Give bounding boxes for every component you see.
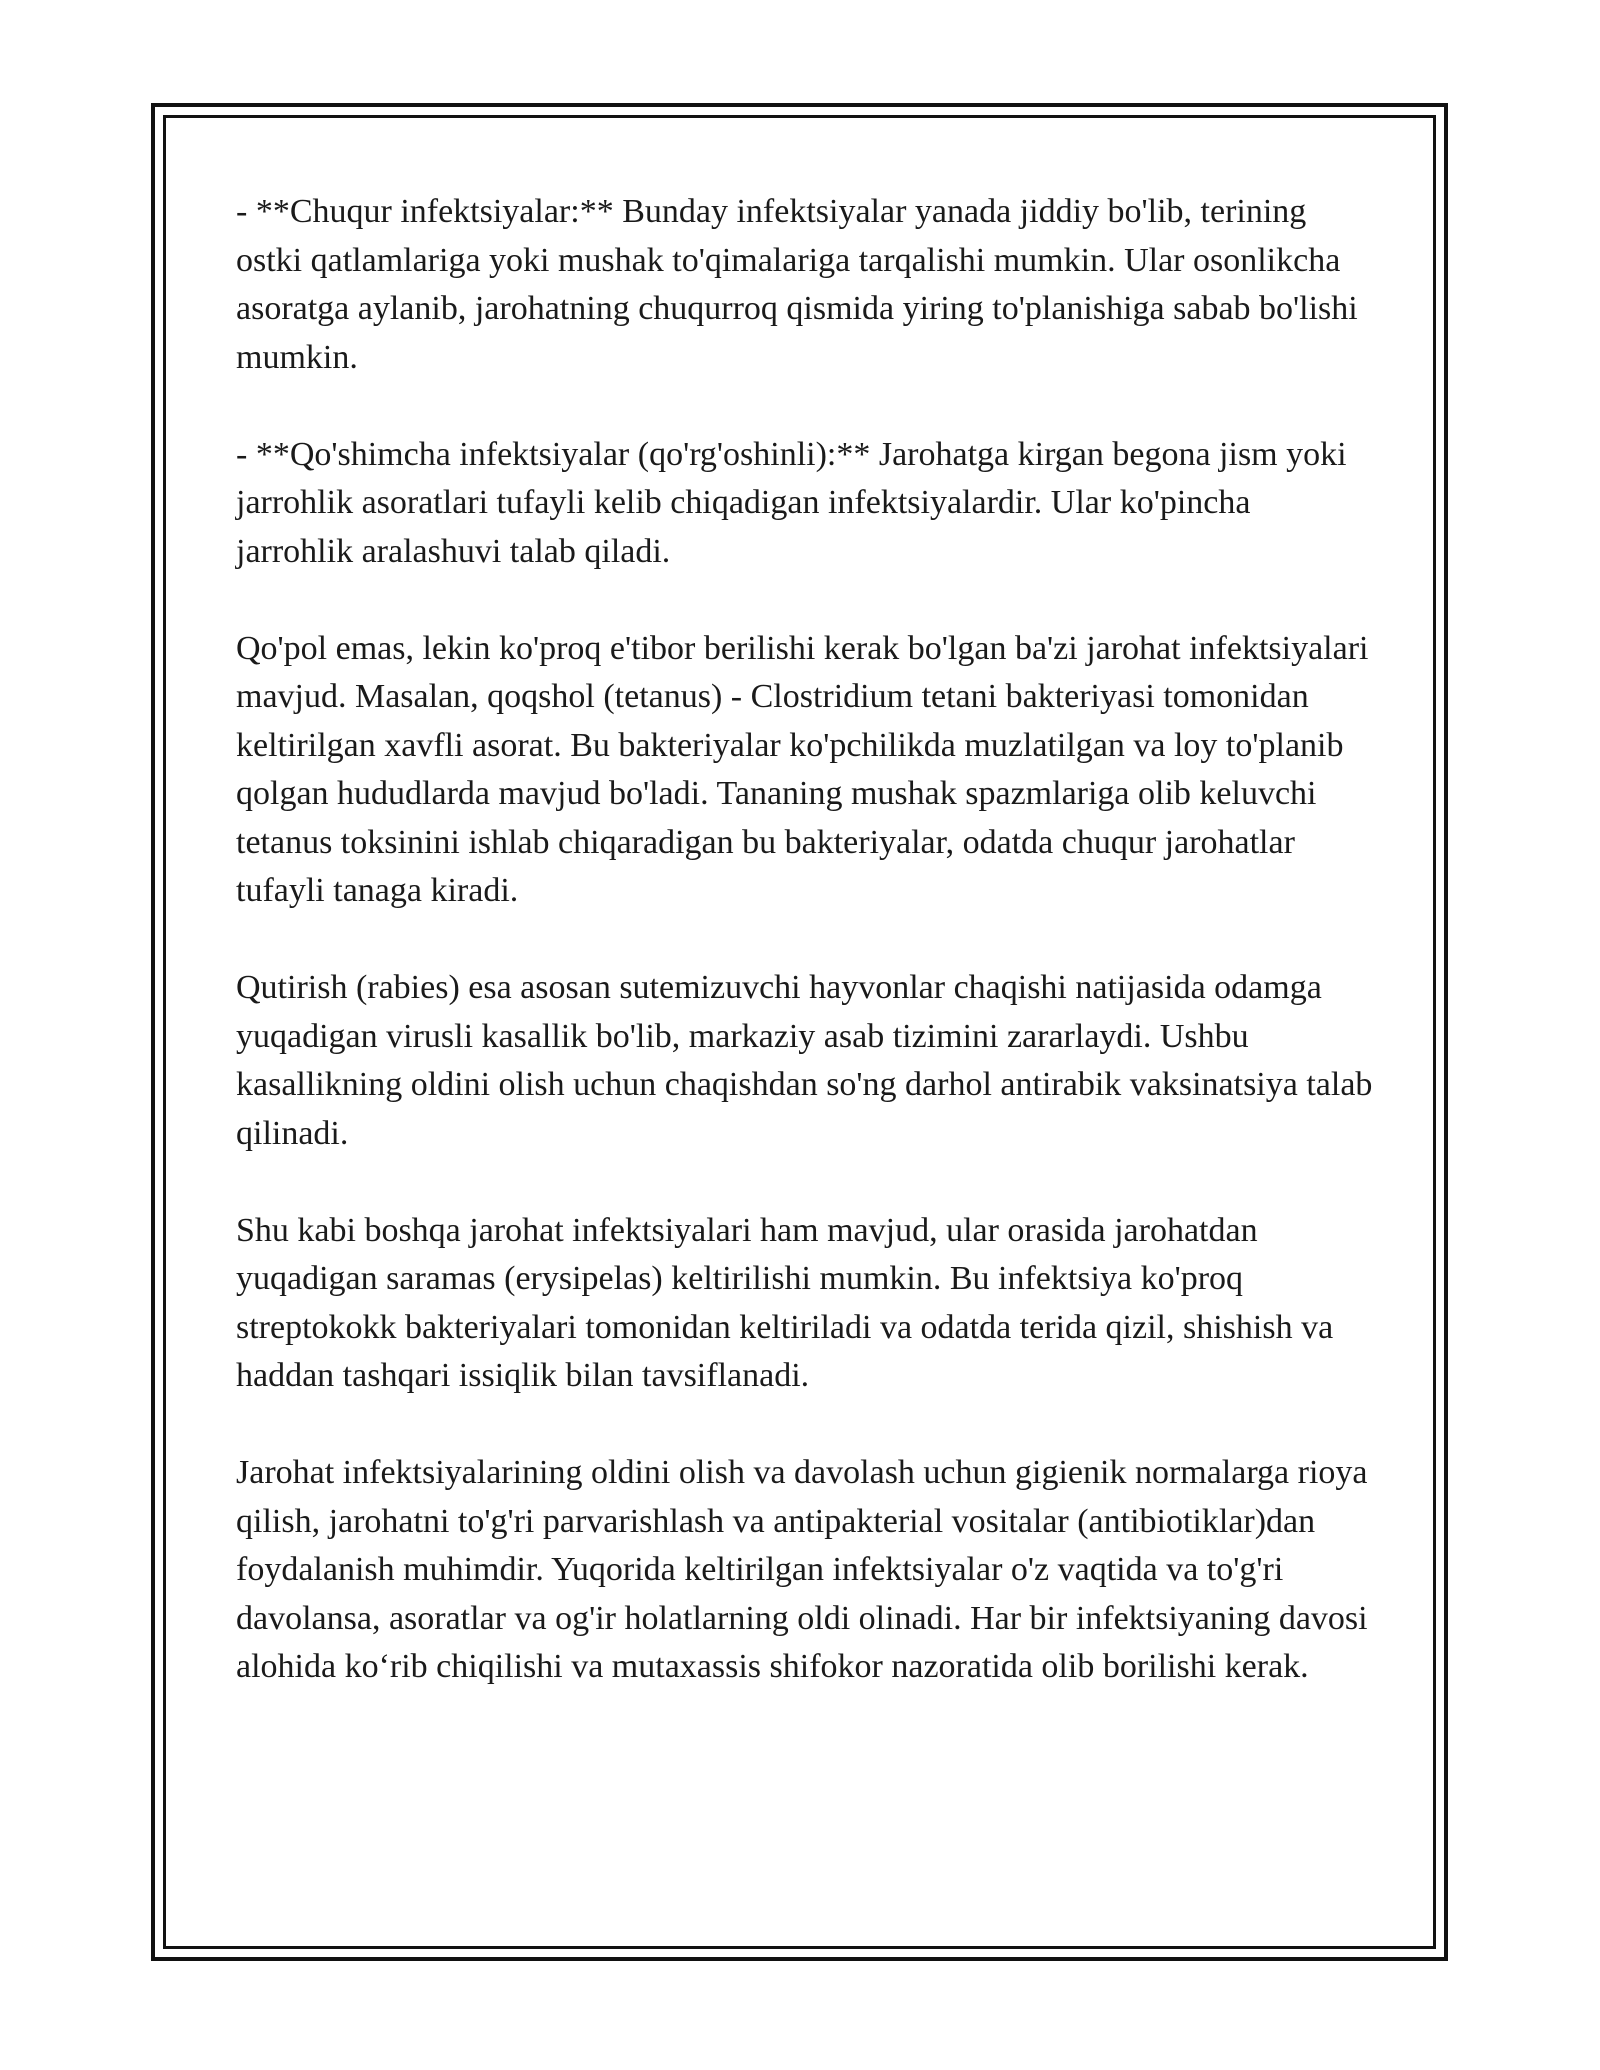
document-body (236, 188, 1376, 1692)
paragraph-tetanus: Qo'pol emas, lekin ko'proq e'tibor berilishi kerak bo'lgan ba'zi jarohat infektsiyalari mavjud. Masalan, qoqshol (tetanus) - Clostridium tetani bakteriyasi tomonidan keltirilgan xavfli asorat. Bu bakteriyalar ko'pchilikda muzlatilgan va loy to'planib qolgan hududlarda mavjud bo'ladi. Tananing mushak spazmlariga olib keluvchi tetanus toksinini ishlab chiqaradigan bu bakteriyalar, odatda chuqur jarohatlar tufayli tanaga kiradi. (236, 629, 1369, 909)
paragraph-additional-infections: - **Qo'shimcha infektsiyalar (qo'rg'oshinli):** Jarohatga kirgan begona jism yoki jarrohlik asoratlari tufayli kelib chiqadigan infektsiyalardir. Ular ko'pincha jarrohlik aralashuvi talab qiladi. (236, 435, 1347, 570)
paragraph-rabies: Qutirish (rabies) esa asosan sutemizuvchi hayvonlar chaqishi natijasida odamga yuqadigan virusli kasallik bo'lib, markaziy asab tizimini zararlaydi. Ushbu kasallikning oldini olish uchun chaqishdan so'ng darhol antirabik vaksinatsiya talab qilinadi. (236, 969, 1373, 1152)
paragraph-deep-infections: - **Chuqur infektsiyalar:** Bunday infektsiyalar yanada jiddiy bo'lib, terining ostki qatlamlariga yoki mushak to'qimalariga tarqalishi mumkin. Ular osonlikcha asoratga aylanib, jarohatning chuqurroq qismida yiring to'planishiga sabab bo'lishi mumkin. (236, 193, 1358, 376)
paragraph-erysipelas: Shu kabi boshqa jarohat infektsiyalari ham mavjud, ular orasida jarohatdan yuqadigan saramas (erysipelas) keltirilishi mumkin. Bu infektsiya ko'proq streptokokk bakteriyalari tomonidan keltiriladi va odatda terida qizil, shishish va haddan tashqari issiqlik bilan tavsiflanadi. (236, 1211, 1334, 1394)
paragraph-prevention: Jarohat infektsiyalarining oldini olish va davolash uchun gigienik normalarga rioya qilish, jarohatni to'g'ri parvarishlash va antipakterial vositalar (antibiotiklar)dan foydalanish muhimdir. Yuqorida keltirilgan infektsiyalar o'z vaqtida va to'g'ri davolansa, asoratlar va og'ir holatlarning oldi olinadi. Har bir infektsiyaning davosi alohida ko‘rib chiqilishi va mutaxassis shifokor nazoratida olib borilishi kerak. (236, 1454, 1368, 1685)
